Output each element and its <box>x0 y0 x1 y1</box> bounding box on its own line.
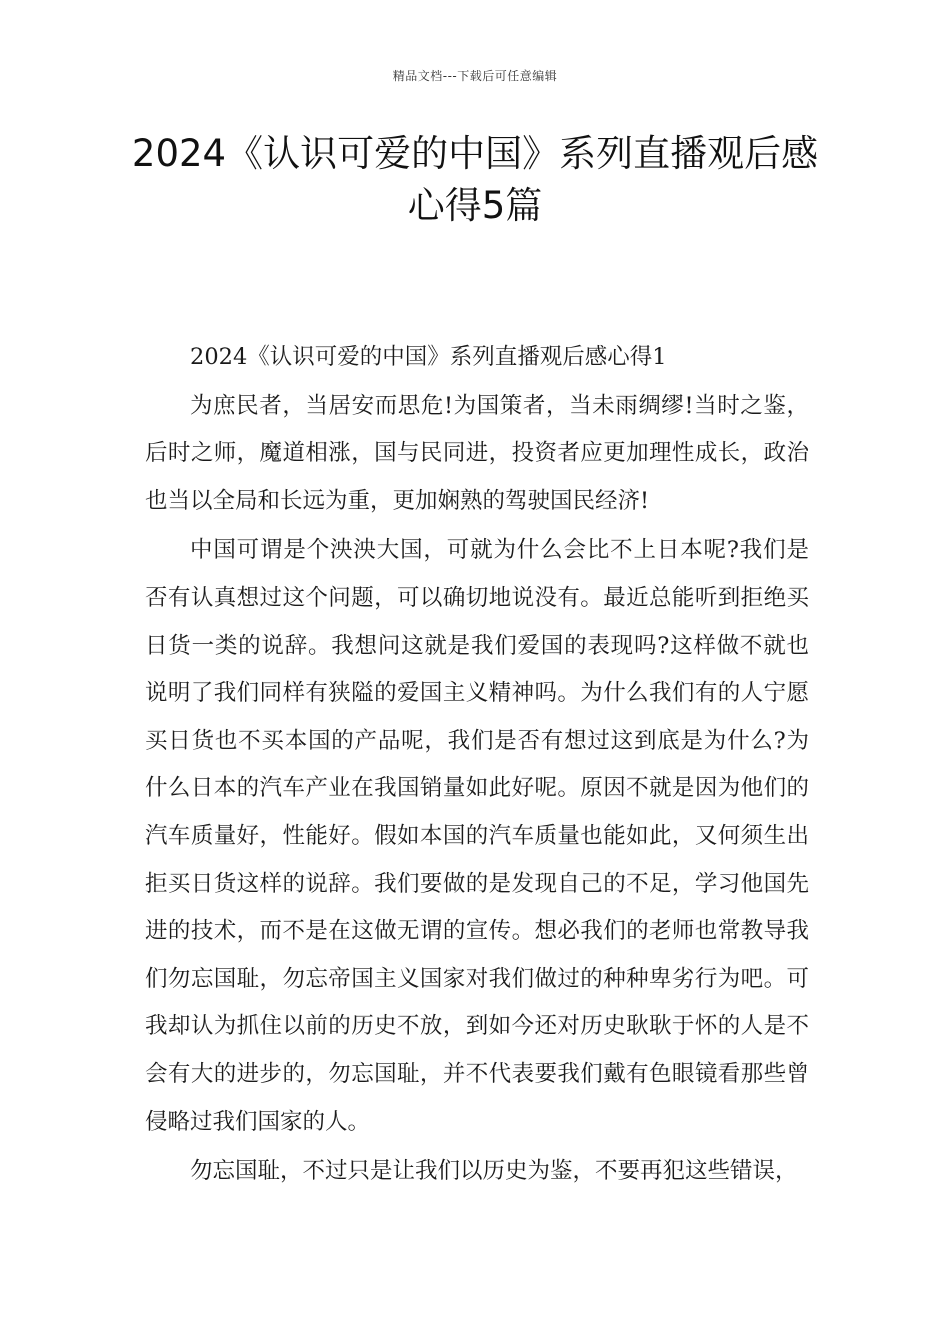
paragraph-1: 为庶民者，当居安而思危!为国策者，当未雨绸缪!当时之鉴，后时之师，魔道相涨，国与民同进，投资者应更加理性成长，政治也当以全局和长远为重，更加娴熟的驾驶国民经济! <box>145 392 809 514</box>
document-body <box>145 334 809 1198</box>
paragraph-2: 中国可谓是个泱泱大国，可就为什么会比不上日本呢?我们是否有认真想过这个问题，可以确切地说没有。最近总能听到拒绝买日货一类的说辞。我想问这就是我们爱国的表现吗?这样做不就也说明了我们同样有狭隘的爱国主义精神吗。为什么我们有的人宁愿买日货也不买本国的产品呢，我们是否有想过这到底是为什么?为什么日本的汽车产业在我国销量如此好呢。原因不就是因为他们的汽车质量好，性能好。假如本国的汽车质量也能如此，又何须生出拒买日货这样的说辞。我们要做的是发现自己的不足，学习他国先进的技术，而不是在这做无谓的宣传。想必我们的老师也常教导我们勿忘国耻，勿忘帝国主义国家对我们做过的种种卑劣行为吧。可我却认为抓住以前的历史不放，到如今还对历史耿耿于怀的人是不会有大的进步的，勿忘国耻，并不代表要我们戴有色眼镜看那些曾侵略过我们国家的人。 <box>145 537 809 1135</box>
section-heading: 2024《认识可爱的中国》系列直播观后感心得1 <box>190 344 667 370</box>
header-note: 精品文档---下载后可任意编辑 <box>392 69 558 83</box>
paragraph-3: 勿忘国耻，不过只是让我们以历史为鉴，不要再犯这些错误， <box>190 1158 798 1185</box>
document-title: 2024《认识可爱的中国》系列直播观后感心得5篇 <box>131 132 819 227</box>
